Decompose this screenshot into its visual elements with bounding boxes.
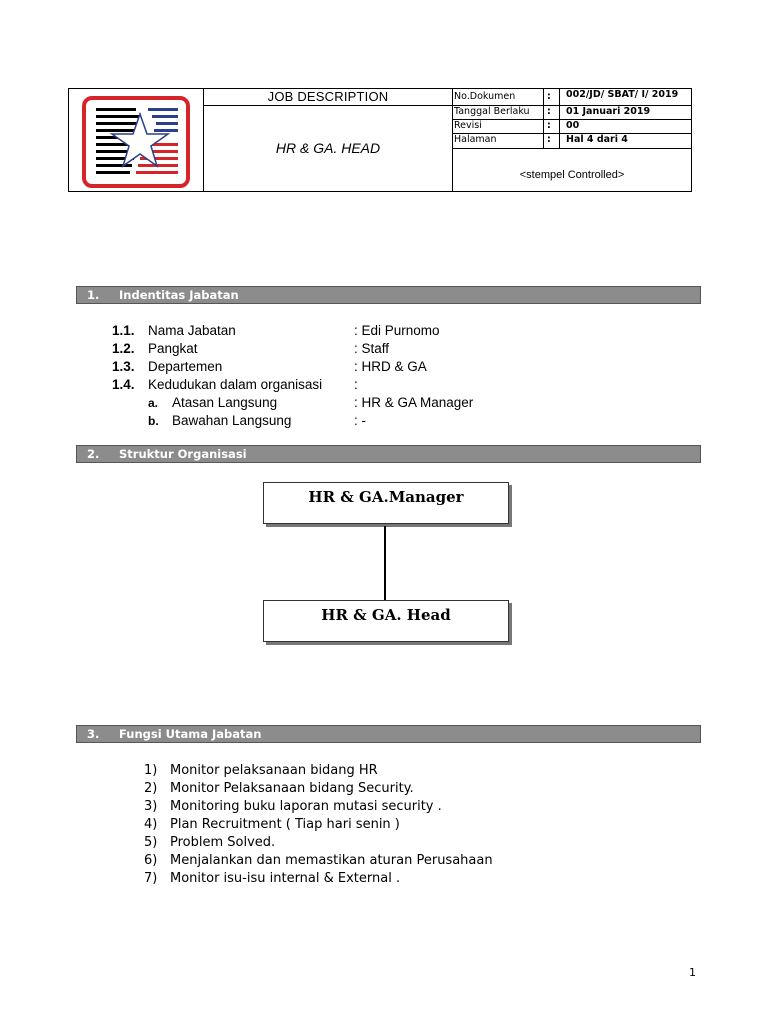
function-list [144, 762, 664, 888]
header-divider [452, 148, 692, 149]
list-item: 1) Monitor pelaksanaan bidang HR [144, 763, 378, 778]
identity-list [112, 322, 672, 430]
position-title: HR & GA. HEAD [275, 140, 381, 156]
list-item: 3) Monitoring buku laporan mutasi security . [144, 799, 442, 814]
meta-label: Revisi [454, 120, 482, 131]
list-item: 1.1. Nama Jabatan : Edi Purnomo [112, 323, 440, 338]
list-item: 1.2. Pangkat : Staff [112, 341, 390, 356]
list-item: 1.3. Departemen : HRD & GA [112, 359, 427, 374]
section-title: Struktur Organisasi [119, 447, 247, 461]
list-item: 6) Menjalankan dan memastikan aturan Perusahaan [144, 853, 493, 868]
controlled-stamp: <stempel Controlled> [519, 169, 625, 181]
meta-label: Tanggal Berlaku [454, 106, 530, 117]
meta-sep: : [547, 134, 551, 145]
meta-value: 00 [566, 120, 580, 131]
section-header-struktur [76, 445, 701, 463]
meta-value: 01 Januari 2019 [566, 106, 651, 117]
list-item: 4) Plan Recruitment ( Tiap hari senin ) [144, 817, 400, 832]
org-box-head: HR & GA. Head [263, 600, 509, 642]
org-box-manager: HR & GA.Manager [263, 482, 509, 524]
meta-sep: : [547, 120, 551, 131]
org-connector [384, 526, 386, 600]
page-number: 1 [689, 966, 696, 979]
list-item: 1.4. Kedudukan dalam organisasi : [112, 377, 358, 392]
meta-label: No.Dokumen [454, 91, 516, 102]
company-logo [82, 96, 190, 188]
header-divider [204, 105, 452, 106]
meta-label: Halaman [454, 134, 497, 145]
section-number: 3. [87, 727, 100, 741]
meta-sep: : [547, 106, 551, 117]
section-header-fungsi [76, 725, 701, 743]
list-item: 2) Monitor Pelaksanaan bidang Security. [144, 781, 414, 796]
section-title: Indentitas Jabatan [119, 288, 239, 302]
section-number: 1. [87, 288, 100, 302]
section-title: Fungsi Utama Jabatan [119, 727, 262, 741]
list-item: a. Atasan Langsung : HR & GA Manager [148, 395, 474, 410]
section-number: 2. [87, 447, 100, 461]
list-item: 7) Monitor isu-isu internal & External . [144, 871, 401, 886]
doc-title: JOB DESCRIPTION [267, 89, 389, 104]
list-item: b. Bawahan Langsung : - [148, 413, 366, 428]
meta-value: 002/JD/ SBAT/ I/ 2019 [566, 89, 679, 100]
meta-value: Hal 4 dari 4 [566, 134, 628, 145]
section-header-identitas [76, 286, 701, 304]
meta-sep: : [547, 91, 551, 102]
list-item: 5) Problem Solved. [144, 835, 276, 850]
